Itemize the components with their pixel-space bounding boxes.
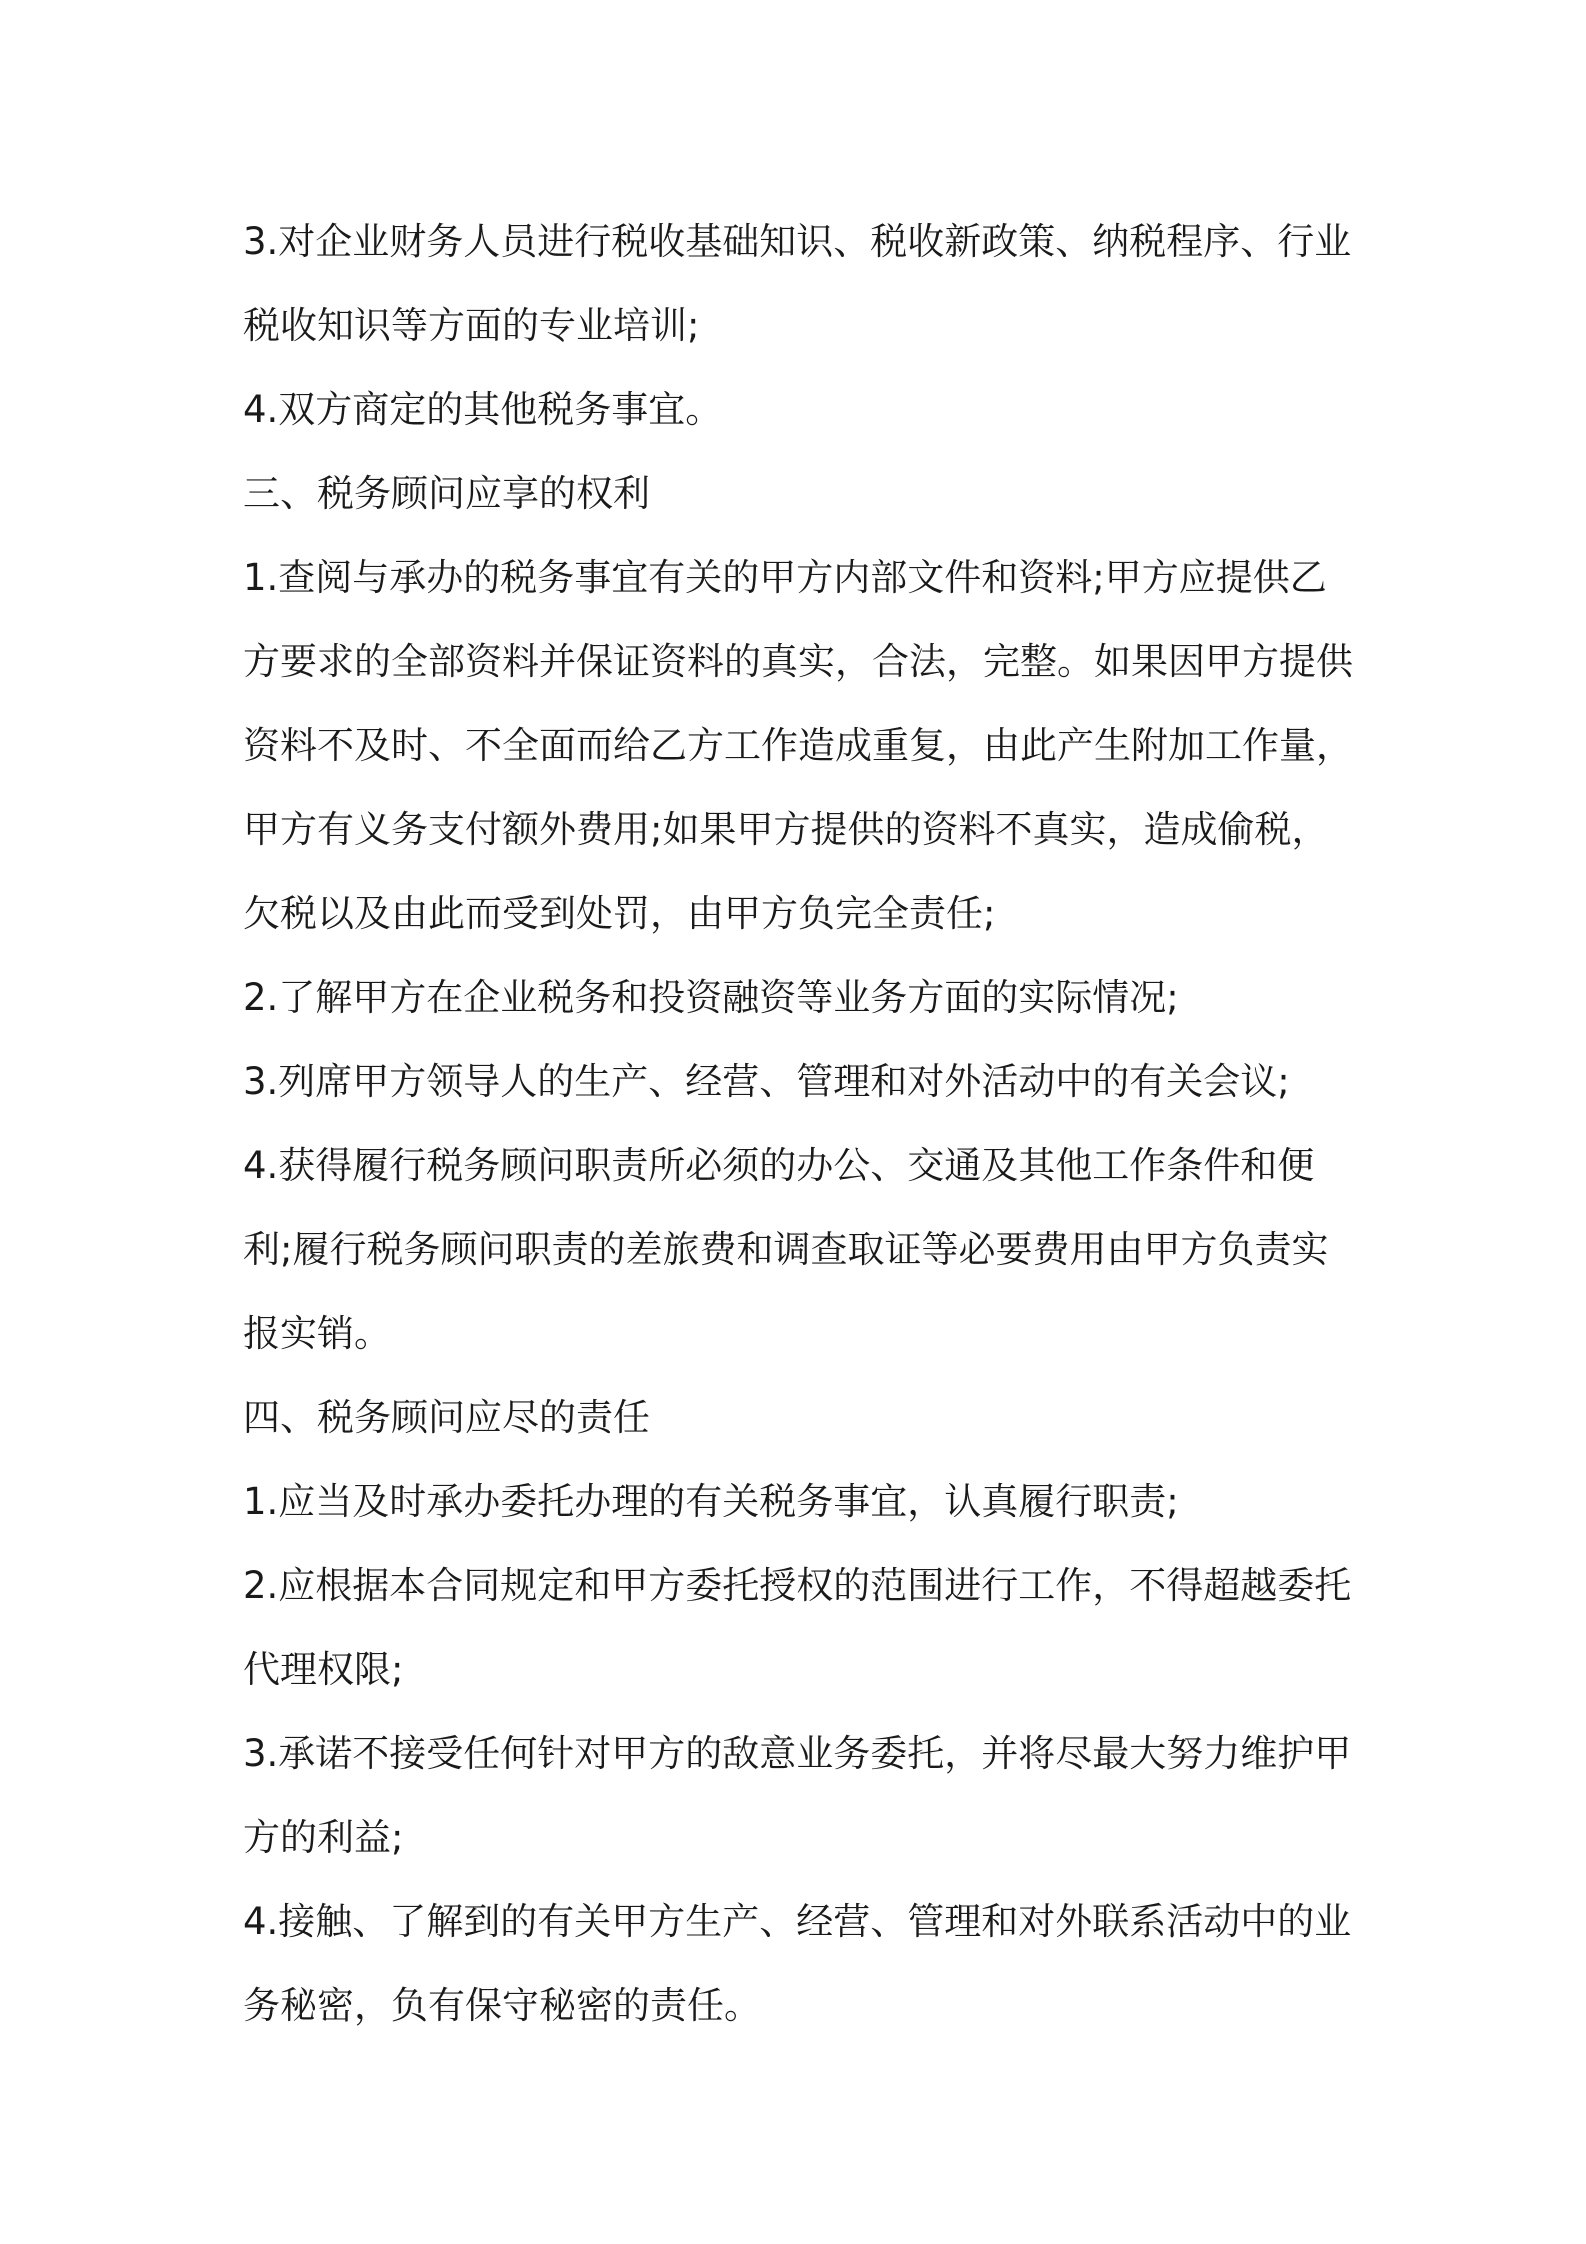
section-heading-duties: 四、税务顾问应尽的责任 [243,1396,650,1439]
paragraph-rights-3: 3.列席甲方领导人的生产、经营、管理和对外活动中的有关会议; [243,1060,1290,1103]
paragraph-rights-2: 2.了解甲方在企业税务和投资融资等业务方面的实际情况; [243,976,1179,1019]
paragraph-rights-4: 4.获得履行税务顾问职责所必须的办公、交通及其他工作条件和便利;履行税务顾问职责的差旅费和调查取证等必要费用由甲方负责实报实销。 [243,1144,1329,1355]
paragraph-duties-3: 3.承诺不接受任何针对甲方的敌意业务委托，并将尽最大努力维护甲方的利益; [243,1732,1352,1859]
paragraph-training: 3.对企业财务人员进行税收基础知识、税收新政策、纳税程序、行业税收知识等方面的专业培训; [243,220,1352,347]
paragraph-duties-1: 1.应当及时承办委托办理的有关税务事宜，认真履行职责; [243,1480,1179,1523]
paragraph-rights-1: 1.查阅与承办的税务事宜有关的甲方内部文件和资料;甲方应提供乙方要求的全部资料并保证资料的真实，合法，完整。如果因甲方提供资料不及时、不全面而给乙方工作造成重复，由此产生附加工作量，甲方有义务支付额外费用;如果甲方提供的资料不真实，造成偷税，欠税以及由此而受到处罚，由甲方负完全责任; [243,556,1353,935]
document-body [243,200,1363,2048]
paragraph-duties-4: 4.接触、了解到的有关甲方生产、经营、管理和对外联系活动中的业务秘密，负有保守秘密的责任。 [243,1900,1352,2027]
paragraph-duties-2: 2.应根据本合同规定和甲方委托授权的范围进行工作，不得超越委托代理权限; [243,1564,1352,1691]
paragraph-other-matters: 4.双方商定的其他税务事宜。 [243,388,723,431]
section-heading-rights: 三、税务顾问应享的权利 [243,472,650,515]
